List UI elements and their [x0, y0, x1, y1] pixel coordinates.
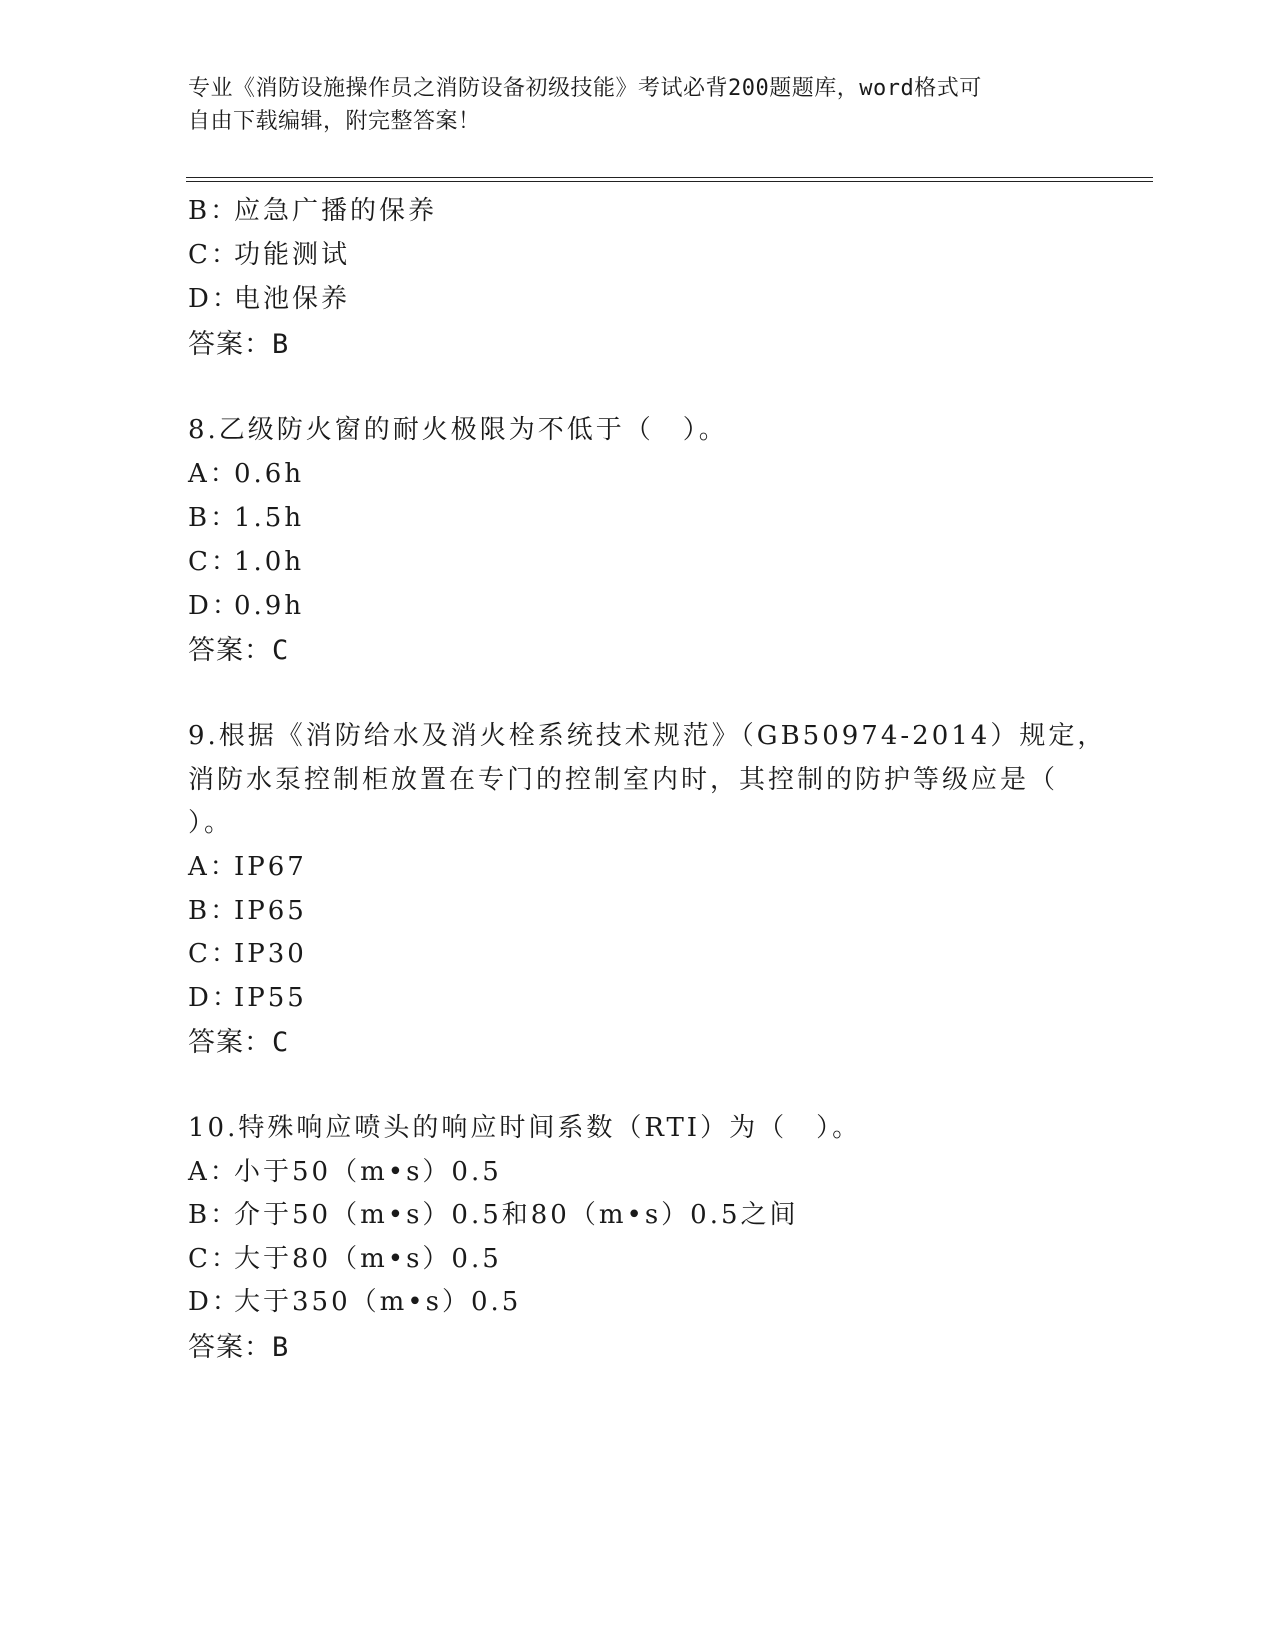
- option-text: 功能测试: [234, 240, 351, 270]
- question-text-line-1: 9.根据《消防给水及消火栓系统技术规范》（GB50974-2014）规定，: [188, 721, 1107, 751]
- option-b: [188, 497, 304, 534]
- option-letter: B：: [188, 503, 240, 533]
- option-letter: B：: [188, 896, 240, 926]
- option-letter: A：: [188, 1157, 239, 1187]
- question-text-line-2: 消防水泵控制柜放置在专门的控制室内时，其控制的防护等级应是（: [188, 765, 1059, 795]
- option-text: IP67: [234, 852, 307, 882]
- option-letter: B：: [188, 196, 240, 226]
- option-text: 应急广播的保养: [234, 196, 438, 226]
- question-text: 8.乙级防火窗的耐火极限为不低于（ ）。: [188, 415, 728, 445]
- option-letter: C：: [188, 939, 240, 969]
- option-text: IP55: [234, 983, 307, 1013]
- option-c: [188, 541, 304, 578]
- option-d: [188, 977, 307, 1014]
- option-letter: D：: [188, 284, 241, 314]
- option-d: [188, 1281, 521, 1318]
- option-a: [188, 453, 304, 490]
- option-letter: D：: [188, 1287, 241, 1317]
- option-letter: B：: [188, 1200, 240, 1230]
- option-b: [188, 1194, 799, 1231]
- option-text: 大于80（m•s）0.5: [234, 1244, 502, 1274]
- option-c: [188, 234, 350, 271]
- option-text: 电池保养: [234, 284, 351, 314]
- option-b: [188, 890, 307, 927]
- option-c: [188, 1238, 502, 1275]
- option-text: 1.5h: [234, 503, 305, 533]
- option-text: 介于50（m•s）0.5和80（m•s）0.5之间: [234, 1200, 799, 1230]
- option-d: [188, 278, 350, 315]
- option-b: [188, 190, 437, 227]
- option-letter: D：: [188, 983, 241, 1013]
- header-line-1: 专业《消防设施操作员之消防设备初级技能》考试必背200题题库，word格式可: [188, 76, 982, 101]
- option-d: [188, 585, 304, 622]
- option-letter: A：: [188, 459, 239, 489]
- header-line-2: 自由下载编辑，附完整答案！: [188, 109, 481, 134]
- header-divider: [186, 177, 1153, 182]
- answer: 答案：C: [188, 1027, 290, 1058]
- option-text: 大于350（m•s）0.5: [234, 1287, 522, 1317]
- option-text: 0.6h: [234, 459, 305, 489]
- option-text: 0.9h: [234, 591, 305, 621]
- option-c: [188, 933, 307, 970]
- option-a: [188, 846, 307, 883]
- answer: 答案：C: [188, 635, 290, 666]
- option-letter: C：: [188, 1244, 240, 1274]
- option-letter: C：: [188, 240, 240, 270]
- option-a: [188, 1151, 502, 1188]
- question-text-line-3: ）。: [188, 808, 234, 838]
- option-letter: A：: [188, 852, 239, 882]
- option-text: 1.0h: [234, 547, 305, 577]
- option-letter: D：: [188, 591, 241, 621]
- option-text: IP30: [234, 939, 307, 969]
- option-text: IP65: [234, 896, 307, 926]
- answer: 答案：B: [188, 1332, 290, 1363]
- option-text: 小于50（m•s）0.5: [234, 1157, 502, 1187]
- question-text: 10.特殊响应喷头的响应时间系数（RTI）为（ ）。: [188, 1113, 862, 1143]
- document-header: [188, 72, 1068, 138]
- answer: 答案：B: [188, 329, 290, 360]
- option-letter: C：: [188, 547, 240, 577]
